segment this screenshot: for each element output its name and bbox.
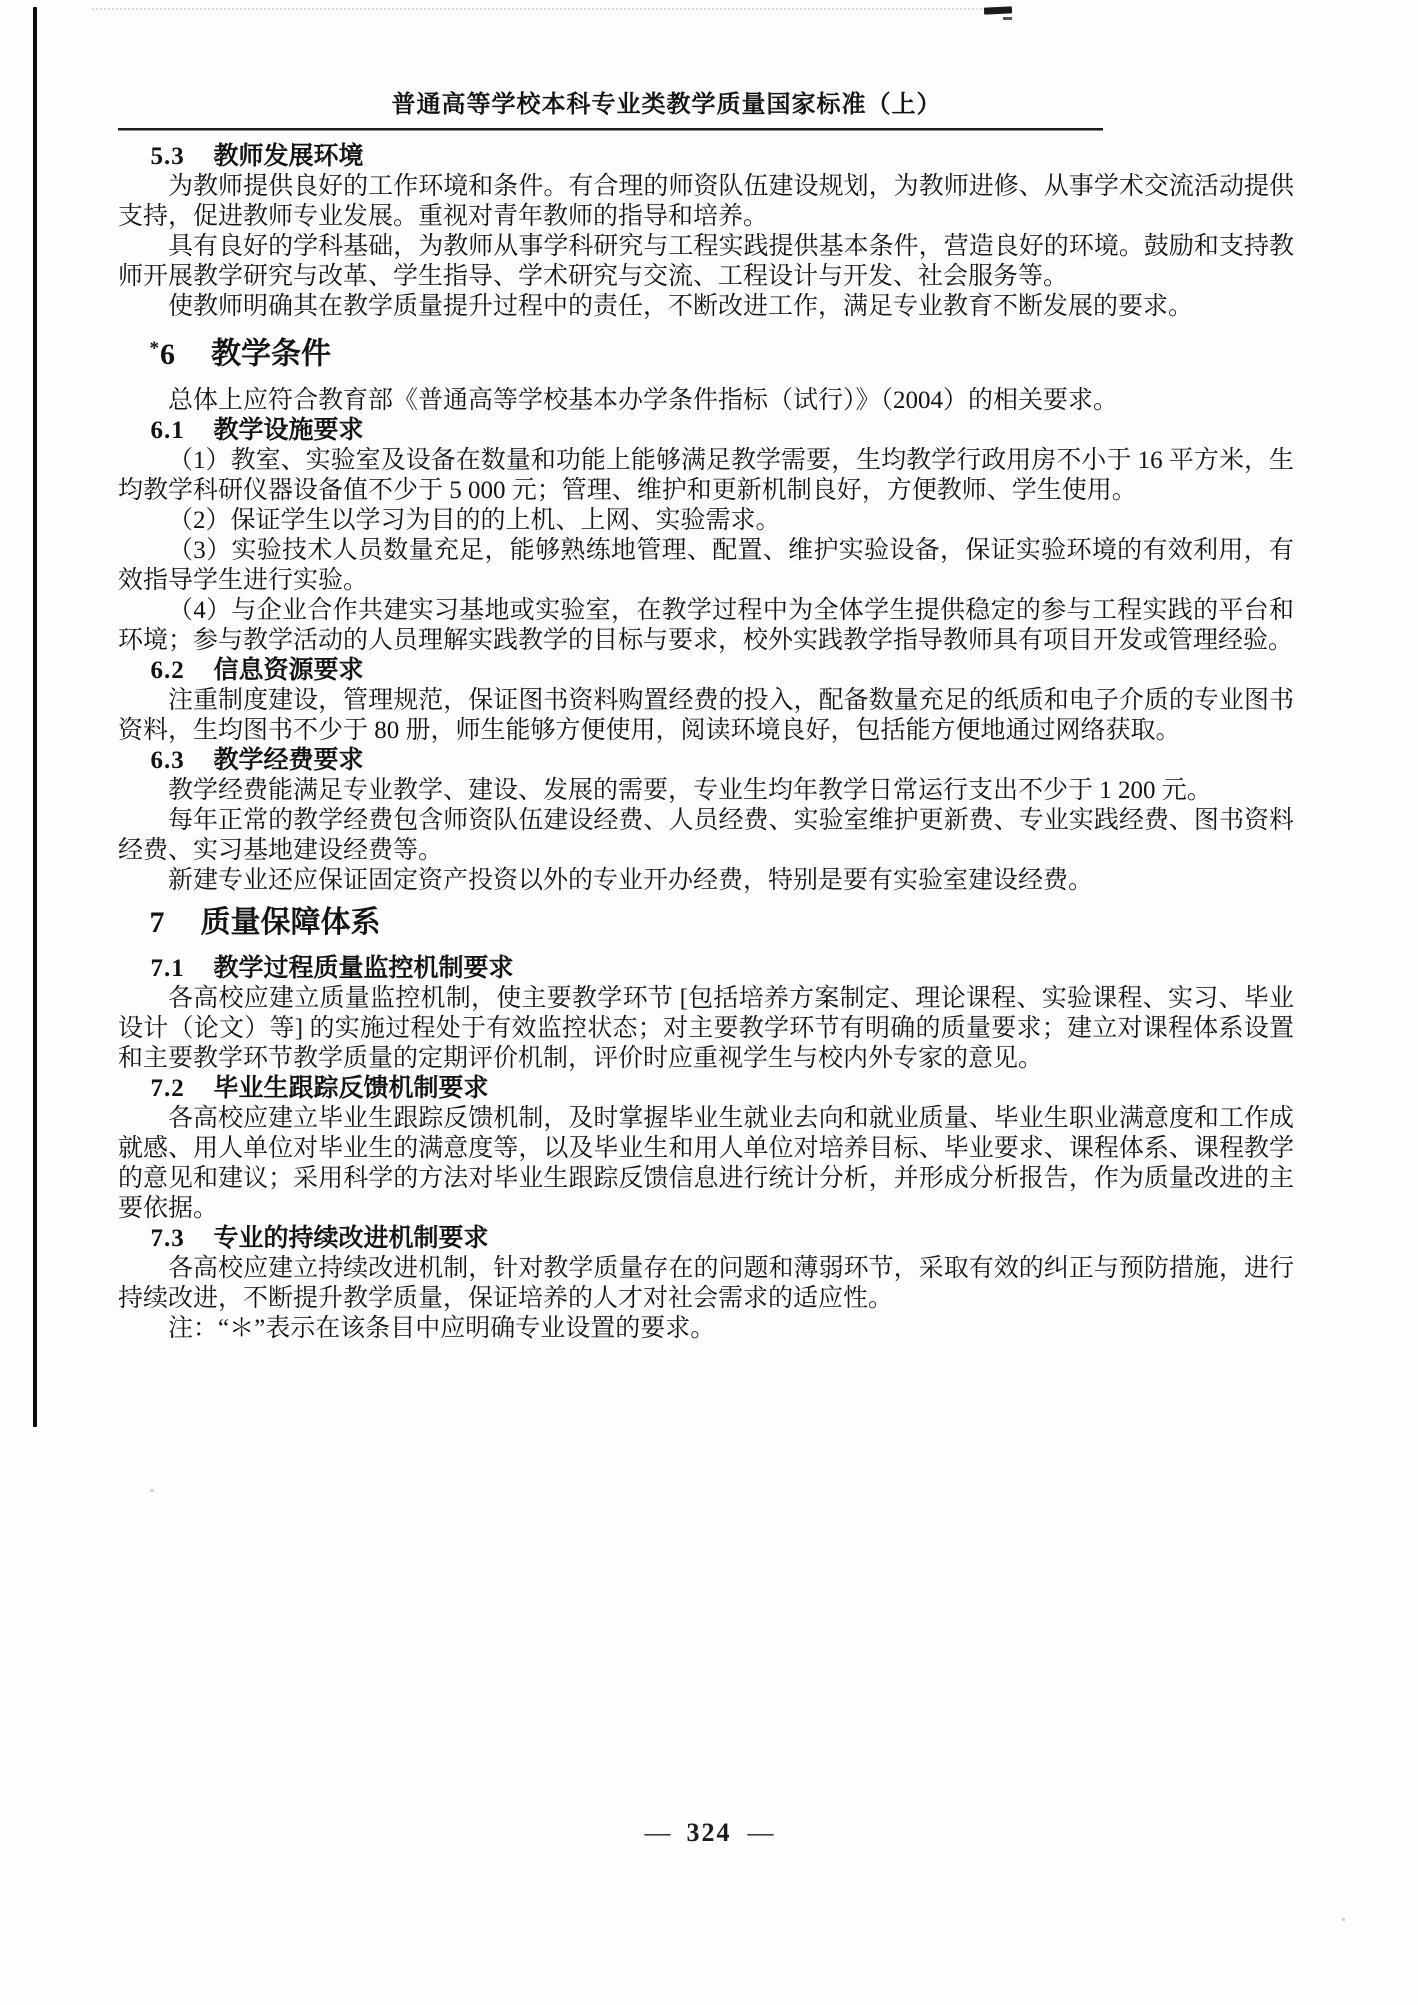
paragraph-5-3-3: 使教师明确其在教学质量提升过程中的责任，不断改进工作，满足专业教育不断发展的要求。 xyxy=(168,293,1194,320)
list-item-3: （3）实验技术人员数量充足，能够熟练地管理、配置、维护实验设备，保证实验环境的有效利用，有效指导学生进行实验。 xyxy=(118,536,1294,594)
paragraph-6-0: 总体上应符合教育部《普通高等学校基本办学条件指标（试行）》（2004）的相关要求。 xyxy=(168,386,1119,414)
heading-title: 教学条件 xyxy=(211,337,331,371)
heading-number: 5.3 xyxy=(150,143,185,170)
binding-line-artifact xyxy=(33,7,37,1427)
heading-7-1 xyxy=(118,954,1294,984)
heading-6-2 xyxy=(118,656,1294,686)
heading-title: 信息资源要求 xyxy=(213,656,364,684)
page-header xyxy=(118,92,1103,131)
heading-6-1 xyxy=(118,416,1294,446)
paragraph-6-3-2: 每年正常的教学经费包含师资队伍建设经费、人员经费、实验室维护更新费、专业实践经费、图书资料经费、实习基地建设经费等。 xyxy=(118,806,1294,864)
page-body xyxy=(118,142,1294,1344)
paragraph-7-1-1: 各高校应建立质量监控机制，使主要教学环节 [包括培养方案制定、理论课程、实验课程、实习、毕业设计（论文）等] 的实施过程处于有效监控状态；对主要教学环节有明确的质量要求；建立对课程体系设置和主要教学环节教学质量的定期评价机制，评价时应重视学生与校内外专家的意见。 xyxy=(118,984,1294,1072)
header-rule xyxy=(118,128,1103,131)
asterisk-marker: * xyxy=(149,338,159,359)
heading-5-3 xyxy=(118,142,1294,172)
heading-number: 6.1 xyxy=(150,416,185,444)
paragraph-6-3-3: 新建专业还应保证固定资产投资以外的专业开办经费，特别是要有实验室建设经费。 xyxy=(168,866,1094,894)
heading-number: 7.1 xyxy=(150,954,185,982)
paragraph-6-3-1: 教学经费能满足专业教学、建设、发展的需要，专业生均年教学日常运行支出不少于 1 200 元。 xyxy=(168,776,1212,804)
heading-title: 毕业生跟踪反馈机制要求 xyxy=(213,1074,489,1102)
heading-6-3 xyxy=(118,746,1294,776)
footer-dash-right: — xyxy=(747,1818,774,1847)
list-item-2: （2）保证学生以学习为目的的上机、上网、实验需求。 xyxy=(168,506,781,534)
footer-dash-left: — xyxy=(644,1818,671,1847)
paragraph-5-3-1: 为教师提供良好的工作环境和条件。有合理的师资队伍建设规划，为教师进修、从事学术交流活动提供支持，促进教师专业发展。重视对青年教师的指导和培养。 xyxy=(118,173,1294,230)
heading-number: 7 xyxy=(149,905,165,939)
list-item-4: （4）与企业合作共建实习基地或实验室，在教学过程中为全体学生提供稳定的参与工程实践的平台和环境；参与教学活动的人员理解实践教学的目标与要求，校外实践教学指导教师具有项目开发或管理经验。 xyxy=(118,596,1294,654)
page-footer xyxy=(0,1818,1418,1848)
heading-title: 专业的持续改进机制要求 xyxy=(213,1224,489,1252)
heading-title: 教学设施要求 xyxy=(213,416,364,444)
footnote: 注：“＊”表示在该条目中应明确专业设置的要求。 xyxy=(168,1314,716,1342)
scan-smudge xyxy=(1003,17,1012,20)
heading-7-3 xyxy=(118,1224,1294,1254)
heading-number: 7.3 xyxy=(150,1224,185,1252)
heading-number: 6.2 xyxy=(150,656,185,684)
heading-number: 6.3 xyxy=(150,746,185,774)
paragraph-5-3-2: 具有良好的学科基础，为教师从事学科研究与工程实践提供基本条件，营造良好的环境。鼓励和支持教师开展教学研究与改革、学生指导、学术研究与交流、工程设计与开发、社会服务等。 xyxy=(118,233,1294,290)
heading-7-2 xyxy=(118,1074,1294,1104)
heading-number: 6 xyxy=(160,337,175,371)
scan-dust-line xyxy=(92,8,1010,10)
heading-7 xyxy=(118,904,1294,942)
page-number: 324 xyxy=(686,1818,732,1847)
paragraph-7-3-1: 各高校应建立持续改进机制，针对教学质量存在的问题和薄弱环节，采取有效的纠正与预防措施，进行持续改进，不断提升教学质量，保证培养的人才对社会需求的适应性。 xyxy=(118,1254,1294,1312)
heading-title: 教学经费要求 xyxy=(213,746,364,774)
running-header-title: 普通高等学校本科专业类教学质量国家标准（上） xyxy=(391,92,942,118)
paragraph-7-2-1: 各高校应建立毕业生跟踪反馈机制，及时掌握毕业生就业去向和就业质量、毕业生职业满意度和工作成就感、用人单位对毕业生的满意度等，以及毕业生和用人单位对培养目标、毕业要求、课程体系、课程教学的意见和建议；采用科学的方法对毕业生跟踪反馈信息进行统计分析，并形成分析报告，作为质量改进的主要依据。 xyxy=(118,1104,1294,1222)
heading-title: 教师发展环境 xyxy=(213,143,364,170)
heading-title: 教学过程质量监控机制要求 xyxy=(213,954,514,982)
paragraph-6-2-1: 注重制度建设，管理规范，保证图书资料购置经费的投入，配备数量充足的纸质和电子介质的专业图书资料，生均图书不少于 80 册，师生能够方便使用，阅读环境良好，包括能方便地通过网络获取。 xyxy=(118,686,1294,744)
scan-speck xyxy=(1342,1918,1345,1921)
heading-title: 质量保障体系 xyxy=(200,905,381,939)
list-item-1: （1）教室、实验室及设备在数量和功能上能够满足教学需要，生均教学行政用房不小于 16 平方米，生均教学科研仪器设备值不少于 5 000 元；管理、维护和更新机制良好，方便教师、学生使用。 xyxy=(118,446,1294,504)
heading-number: 7.2 xyxy=(150,1074,185,1102)
scan-smudge xyxy=(984,6,1012,14)
scan-speck xyxy=(150,1489,154,1492)
heading-6 xyxy=(118,330,1294,374)
